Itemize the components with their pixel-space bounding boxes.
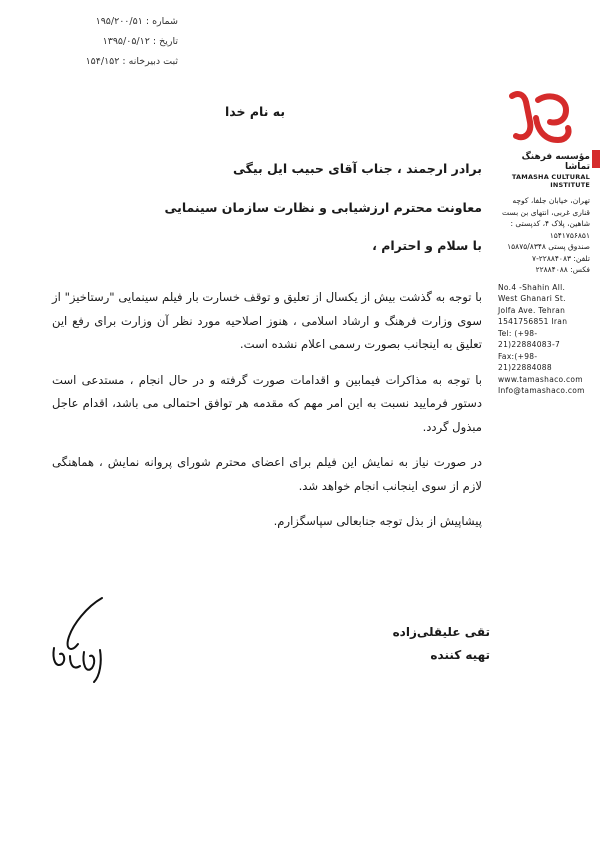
institute-website-link[interactable]: www.tamashaco.com: [498, 374, 583, 384]
addressee-title: معاونت محترم ارزشیابی و نظارت سازمان سینمایی: [164, 200, 482, 215]
address-fa-line: ۱۵۴۱۷۵۶۸۵۱: [549, 230, 590, 240]
address-en-line: Tel: (+98-21)22884083-7: [498, 328, 561, 349]
institute-email-link[interactable]: Info@tamashaco.com: [498, 386, 585, 395]
letter-date-row: [18, 32, 178, 52]
address-fa-line: تلفن: ۲۲۸۸۴۰۸۳-۷: [532, 253, 590, 263]
address-en-line: No.4 -Shahin All.: [498, 282, 566, 292]
address-en-line: Jolfa Ave. Tehran: [498, 305, 566, 315]
addressee-name: برادر ارجمند ، جناب آقای حبیب ایل بیگی: [232, 161, 482, 176]
address-fa-line: شاهین، پلاک ۴، کدپستی :: [510, 219, 590, 228]
letter-date-value: ۱۳۹۵/۰۵/۱۲: [102, 36, 150, 47]
letter-registry-value: ۱۵۴/۱۵۲: [85, 56, 120, 67]
address-en-line: Fax:(+98-21)22884088: [498, 351, 552, 372]
closing-line: پیشاپیش از بذل توجه جنابعالی سپاسگزارم.: [273, 514, 482, 528]
address-fa-line: قناری غربی، انتهای بن بست: [502, 207, 590, 217]
institute-name-en: TAMASHA CULTURAL INSTITUTE: [511, 173, 590, 189]
institute-name-fa: مؤسسه فرهنگ تماشا: [521, 152, 590, 172]
letter-registry-label: ثبت دبیرخانه :: [122, 56, 178, 67]
basmala-heading: به نام خدا: [224, 104, 286, 119]
institute-address-fa: [498, 195, 590, 276]
institute-letterhead: [498, 88, 590, 397]
signer-title: تهیه کننده: [430, 648, 490, 662]
letter-number-row: [18, 12, 178, 32]
address-fa-line: فکس: ۲۲۸۸۴۰۸۸: [535, 265, 590, 274]
body-paragraph-1: با توجه به گذشت بیش از یکسال از تعلیق و توقف خسارت بار فیلم سینمایی "رستاخیز" از سوی وزارت فرهنگ و ارشاد اسلامی ، هنوز اصلاحیه مورد نظر آن وزارت برای رفع این تعلیق به اینجانب بصورت رسمی اعلام نشده است.: [52, 290, 482, 351]
address-en-line: 1541756851 Iran: [498, 317, 568, 326]
address-fa-line: صندوق پستی ۱۵۸۷۵/۸۳۴۸: [507, 242, 590, 251]
letter-number-label: شماره :: [145, 16, 178, 27]
body-paragraph-3: در صورت نیاز به نمایش این فیلم برای اعضای محترم شورای پروانه نمایش ، هماهنگی لازم از سوی اینجانب انجام خواهد شد.: [52, 455, 482, 493]
signer-name: تقی علیقلی‌زاده: [392, 625, 490, 639]
greeting: با سلام و احترام ،: [372, 238, 482, 253]
letter-number-value: ۱۹۵/۲۰۰/۵۱: [95, 16, 143, 27]
address-en-line: West Ghanari St.: [498, 294, 566, 303]
letter-date-label: تاریخ :: [152, 36, 178, 47]
institute-address-en: [498, 282, 590, 397]
letter-body: [52, 286, 482, 546]
institute-logo-icon: [504, 88, 574, 150]
letter-registry-row: [18, 52, 178, 72]
body-paragraph-2: با توجه به مذاکرات فیمابین و اقدامات صورت گرفته و در حال انجام ، مستدعی است دستور فرمایید نسبت به این امر مهم که مقدمه هر توافق احتمالی می باشد، اقدام عاجل مبذول گردد.: [52, 372, 482, 434]
address-fa-line: تهران، خیابان جلفا، کوچه: [512, 196, 590, 205]
handwritten-signature: [40, 590, 130, 690]
brand-edge-tab: [592, 150, 600, 168]
letter-metadata: [18, 12, 178, 72]
